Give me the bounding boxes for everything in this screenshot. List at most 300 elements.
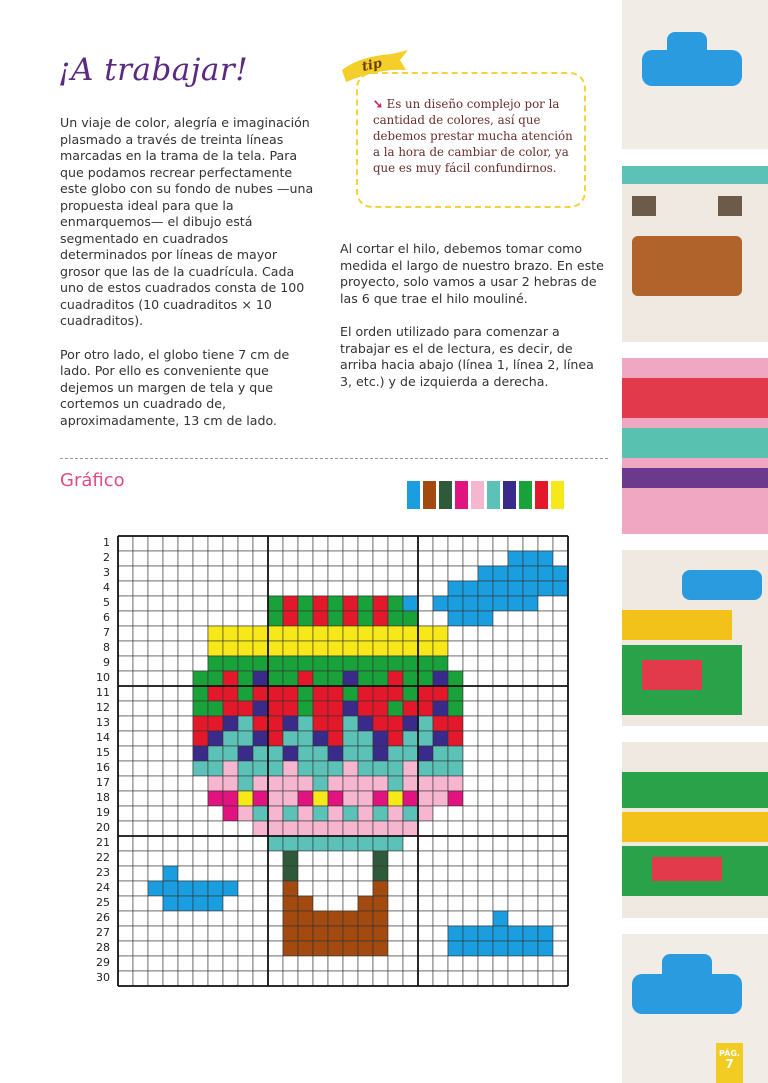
stitch-cell	[418, 596, 433, 611]
stitch-cell	[208, 581, 223, 596]
stitch-cell	[373, 761, 388, 776]
stitch-cell	[193, 746, 208, 761]
stitch-cell	[253, 881, 268, 896]
stitch-cell	[118, 731, 133, 746]
stitch-cell	[238, 641, 253, 656]
stitch-cell	[478, 731, 493, 746]
stitch-cell	[523, 551, 538, 566]
stitch-cell	[118, 611, 133, 626]
stitch-cell	[343, 821, 358, 836]
stitch-cell	[373, 746, 388, 761]
stitch-cell	[193, 686, 208, 701]
stitch-cell	[133, 776, 148, 791]
stitch-cell	[313, 551, 328, 566]
stitch-cell	[178, 896, 193, 911]
stitch-cell	[163, 716, 178, 731]
stitch-cell	[118, 911, 133, 926]
stitch-cell	[523, 971, 538, 986]
stitch-cell	[388, 551, 403, 566]
stitch-cell	[418, 896, 433, 911]
stitch-cell	[328, 536, 343, 551]
stitch-cell	[238, 896, 253, 911]
stitch-cell	[193, 581, 208, 596]
stitch-photo-pattern	[622, 358, 768, 534]
color-swatch	[487, 481, 500, 509]
stitch-cell	[283, 641, 298, 656]
color-swatch	[519, 481, 532, 509]
stitch-cell	[538, 926, 553, 941]
stitch-cell	[478, 716, 493, 731]
stitch-cell	[178, 761, 193, 776]
stitch-cell	[343, 911, 358, 926]
stitch-cell	[493, 761, 508, 776]
stitch-cell	[388, 746, 403, 761]
stitch-cell	[358, 656, 373, 671]
stitch-cell	[538, 971, 553, 986]
stitch-cell	[553, 806, 568, 821]
stitch-cell	[433, 641, 448, 656]
stitch-cell	[208, 956, 223, 971]
stitch-cell	[463, 731, 478, 746]
stitch-cell	[133, 791, 148, 806]
stitch-cell	[343, 701, 358, 716]
stitch-cell	[238, 956, 253, 971]
stitch-cell	[163, 566, 178, 581]
stitch-cell	[118, 926, 133, 941]
stitch-cell	[463, 791, 478, 806]
stitch-cell	[433, 551, 448, 566]
stitch-cell	[223, 701, 238, 716]
stitch-cell	[208, 731, 223, 746]
stitch-cell	[538, 551, 553, 566]
stitch-cell	[178, 641, 193, 656]
stitch-cell	[478, 896, 493, 911]
stitch-cell	[148, 731, 163, 746]
stitch-cell	[148, 956, 163, 971]
stitch-cell	[403, 551, 418, 566]
stitch-cell	[313, 596, 328, 611]
stitch-cell	[118, 551, 133, 566]
row-number: 12	[96, 701, 110, 714]
stitch-cell	[208, 701, 223, 716]
stitch-cell	[553, 791, 568, 806]
stitch-cell	[523, 611, 538, 626]
stitch-cell	[223, 776, 238, 791]
stitch-cell	[448, 881, 463, 896]
row-number: 23	[96, 866, 110, 879]
stitch-cell	[343, 566, 358, 581]
stitch-cell	[223, 821, 238, 836]
stitch-cell	[253, 671, 268, 686]
stitch-cell	[478, 581, 493, 596]
stitch-cell	[208, 596, 223, 611]
stitch-cell	[523, 596, 538, 611]
stitch-cell	[298, 611, 313, 626]
stitch-cell	[508, 776, 523, 791]
stitch-cell	[463, 806, 478, 821]
stitch-cell	[343, 656, 358, 671]
stitch-cell	[508, 926, 523, 941]
stitch-cell	[148, 566, 163, 581]
stitch-cell	[253, 761, 268, 776]
stitch-cell	[253, 851, 268, 866]
stitch-cell	[208, 851, 223, 866]
stitch-cell	[508, 581, 523, 596]
stitch-cell	[268, 671, 283, 686]
stitch-cell	[283, 866, 298, 881]
stitch-cell	[268, 656, 283, 671]
stitch-cell	[133, 881, 148, 896]
stitch-cell	[508, 866, 523, 881]
stitch-cell	[418, 716, 433, 731]
stitch-cell	[463, 851, 478, 866]
stitch-cell	[358, 671, 373, 686]
stitch-cell	[223, 641, 238, 656]
page-title: ¡A trabajar!	[58, 52, 249, 88]
stitch-cell	[118, 641, 133, 656]
stitch-cell	[163, 941, 178, 956]
stitch-cell	[448, 701, 463, 716]
stitch-cell	[148, 701, 163, 716]
stitch-cell	[418, 656, 433, 671]
stitch-cell	[388, 881, 403, 896]
stitch-cell	[523, 731, 538, 746]
stitch-cell	[133, 626, 148, 641]
stitch-cell	[463, 716, 478, 731]
stitch-cell	[388, 791, 403, 806]
stitch-cell	[253, 626, 268, 641]
stitch-cell	[373, 611, 388, 626]
stitch-cell	[553, 656, 568, 671]
stitch-cell	[298, 791, 313, 806]
stitch-cell	[223, 851, 238, 866]
stitch-cell	[448, 761, 463, 776]
stitch-cell	[523, 926, 538, 941]
stitch-cell	[328, 746, 343, 761]
stitch-cell	[133, 566, 148, 581]
stitch-cell	[358, 716, 373, 731]
stitch-cell	[418, 851, 433, 866]
stitch-cell	[193, 626, 208, 641]
stitch-cell	[298, 716, 313, 731]
stitch-cell	[523, 881, 538, 896]
row-number: 8	[103, 641, 110, 654]
stitch-photo-balloon-top	[622, 550, 768, 726]
stitch-cell	[313, 731, 328, 746]
stitch-cell	[163, 551, 178, 566]
stitch-cell	[508, 761, 523, 776]
stitch-cell	[208, 611, 223, 626]
stitch-cell	[523, 686, 538, 701]
stitch-cell	[373, 686, 388, 701]
stitch-cell	[508, 656, 523, 671]
stitch-cell	[493, 611, 508, 626]
stitch-cell	[358, 581, 373, 596]
stitch-cell	[313, 776, 328, 791]
stitch-cell	[268, 941, 283, 956]
stitch-cell	[388, 671, 403, 686]
stitch-cell	[478, 701, 493, 716]
stitch-cell	[373, 866, 388, 881]
stitch-cell	[193, 851, 208, 866]
stitch-cell	[208, 926, 223, 941]
stitch-cell	[193, 881, 208, 896]
stitch-cell	[478, 806, 493, 821]
stitch-cell	[358, 911, 373, 926]
color-swatch	[439, 481, 452, 509]
stitch-cell	[268, 746, 283, 761]
tip-body: Es un diseño complejo por la cantidad de colores, así que debemos prestar mucha atención a la hora de cambiar de color, ya que es muy fácil confundirnos.	[373, 97, 573, 175]
stitch-cell	[193, 866, 208, 881]
stitch-cell	[493, 716, 508, 731]
row-number: 28	[96, 941, 110, 954]
stitch-cell	[523, 956, 538, 971]
stitch-cell	[403, 731, 418, 746]
stitch-cell	[118, 881, 133, 896]
stitch-cell	[553, 551, 568, 566]
stitch-cell	[403, 821, 418, 836]
stitch-cell	[313, 626, 328, 641]
stitch-cell	[253, 776, 268, 791]
stitch-cell	[433, 671, 448, 686]
stitch-cell	[523, 656, 538, 671]
stitch-cell	[433, 881, 448, 896]
stitch-cell	[283, 626, 298, 641]
stitch-cell	[328, 836, 343, 851]
stitch-cell	[343, 806, 358, 821]
stitch-cell	[283, 776, 298, 791]
stitch-cell	[493, 806, 508, 821]
stitch-cell	[283, 836, 298, 851]
stitch-cell	[523, 671, 538, 686]
stitch-cell	[403, 806, 418, 821]
stitch-cell	[298, 881, 313, 896]
stitch-cell	[433, 716, 448, 731]
stitch-cell	[133, 611, 148, 626]
stitch-cell	[133, 671, 148, 686]
stitch-cell	[268, 776, 283, 791]
stitch-cell	[133, 971, 148, 986]
instructions-paragraph: Al cortar el hilo, debemos tomar como medida el largo de nuestro brazo. En este proyecto, solo vamos a usar 2 hebras de las 6 que trae el hilo mouliné.	[340, 241, 604, 306]
stitch-cell	[223, 941, 238, 956]
stitch-cell	[118, 746, 133, 761]
stitch-cell	[463, 566, 478, 581]
stitch-cell	[343, 731, 358, 746]
stitch-cell	[133, 581, 148, 596]
stitch-cell	[238, 611, 253, 626]
stitch-cell	[238, 926, 253, 941]
stitch-cell	[493, 686, 508, 701]
stitch-cell	[253, 821, 268, 836]
stitch-cell	[493, 776, 508, 791]
stitch-cell	[253, 971, 268, 986]
stitch-cell	[418, 941, 433, 956]
stitch-cell	[178, 656, 193, 671]
stitch-cell	[433, 581, 448, 596]
stitch-cell	[553, 536, 568, 551]
stitch-cell	[373, 716, 388, 731]
stitch-cell	[373, 641, 388, 656]
stitch-cell	[523, 701, 538, 716]
stitch-cell	[388, 701, 403, 716]
stitch-cell	[253, 536, 268, 551]
stitch-cell	[118, 626, 133, 641]
stitch-cell	[268, 686, 283, 701]
stitch-cell	[433, 791, 448, 806]
stitch-cell	[118, 791, 133, 806]
stitch-cell	[163, 866, 178, 881]
stitch-cell	[313, 671, 328, 686]
stitch-cell	[148, 971, 163, 986]
stitch-cell	[343, 851, 358, 866]
stitch-cell	[178, 791, 193, 806]
stitch-cell	[223, 761, 238, 776]
stitch-cell	[328, 611, 343, 626]
stitch-cell	[478, 881, 493, 896]
stitch-cell	[328, 821, 343, 836]
stitch-cell	[148, 611, 163, 626]
stitch-cell	[553, 836, 568, 851]
stitch-cell	[448, 851, 463, 866]
stitch-cell	[223, 596, 238, 611]
stitch-cell	[283, 791, 298, 806]
stitch-cell	[133, 821, 148, 836]
stitch-cell	[238, 701, 253, 716]
stitch-cell	[493, 746, 508, 761]
stitch-cell	[268, 761, 283, 776]
stitch-cell	[193, 671, 208, 686]
stitch-cell	[448, 806, 463, 821]
stitch-cell	[163, 776, 178, 791]
stitch-cell	[328, 596, 343, 611]
stitch-cell	[283, 851, 298, 866]
stitch-cell	[148, 716, 163, 731]
stitch-cell	[328, 941, 343, 956]
stitch-cell	[253, 896, 268, 911]
stitch-cell	[478, 536, 493, 551]
stitch-cell	[463, 776, 478, 791]
stitch-cell	[223, 791, 238, 806]
stitch-cell	[178, 971, 193, 986]
stitch-cell	[448, 791, 463, 806]
stitch-cell	[268, 866, 283, 881]
stitch-cell	[553, 761, 568, 776]
stitch-photo-basket	[622, 166, 768, 342]
stitch-cell	[343, 941, 358, 956]
stitch-cell	[553, 731, 568, 746]
stitch-cell	[388, 536, 403, 551]
stitch-cell	[463, 896, 478, 911]
stitch-cell	[253, 956, 268, 971]
stitch-cell	[538, 956, 553, 971]
stitch-cell	[418, 791, 433, 806]
stitch-cell	[358, 611, 373, 626]
stitch-cell	[508, 551, 523, 566]
stitch-cell	[403, 626, 418, 641]
stitch-cell	[463, 656, 478, 671]
stitch-cell	[253, 791, 268, 806]
stitch-cell	[118, 956, 133, 971]
stitch-cell	[508, 611, 523, 626]
stitch-cell	[223, 716, 238, 731]
stitch-cell	[523, 851, 538, 866]
stitch-cell	[538, 836, 553, 851]
stitch-cell	[448, 731, 463, 746]
stitch-cell	[313, 911, 328, 926]
stitch-cell	[178, 686, 193, 701]
stitch-cell	[418, 926, 433, 941]
stitch-cell	[208, 866, 223, 881]
stitch-cell	[163, 821, 178, 836]
stitch-cell	[283, 956, 298, 971]
stitch-cell	[193, 611, 208, 626]
stitch-cell	[298, 746, 313, 761]
stitch-cell	[163, 791, 178, 806]
stitch-cell	[253, 611, 268, 626]
stitch-cell	[328, 926, 343, 941]
stitch-cell	[448, 716, 463, 731]
stitch-cell	[373, 851, 388, 866]
stitch-cell	[508, 836, 523, 851]
stitch-cell	[298, 821, 313, 836]
stitch-cell	[313, 941, 328, 956]
stitch-cell	[358, 686, 373, 701]
stitch-cell	[208, 686, 223, 701]
stitch-cell	[538, 626, 553, 641]
stitch-cell	[463, 686, 478, 701]
stitch-cell	[463, 926, 478, 941]
stitch-cell	[403, 941, 418, 956]
stitch-cell	[178, 926, 193, 941]
stitch-cell	[313, 821, 328, 836]
stitch-cell	[433, 596, 448, 611]
stitch-cell	[508, 956, 523, 971]
stitch-cell	[193, 806, 208, 821]
stitch-cell	[538, 881, 553, 896]
stitch-cell	[463, 971, 478, 986]
stitch-cell	[268, 821, 283, 836]
row-number: 1	[103, 536, 110, 549]
stitch-cell	[358, 626, 373, 641]
stitch-cell	[493, 551, 508, 566]
stitch-cell	[343, 866, 358, 881]
stitch-cell	[118, 596, 133, 611]
stitch-cell	[223, 611, 238, 626]
stitch-cell	[493, 821, 508, 836]
stitch-cell	[418, 611, 433, 626]
stitch-cell	[193, 536, 208, 551]
stitch-cell	[298, 926, 313, 941]
stitch-cell	[493, 731, 508, 746]
row-number: 27	[96, 926, 110, 939]
row-number: 4	[103, 581, 110, 594]
stitch-cell	[358, 821, 373, 836]
stitch-cell	[448, 551, 463, 566]
stitch-cell	[193, 566, 208, 581]
stitch-cell	[268, 581, 283, 596]
stitch-cell	[523, 911, 538, 926]
stitch-cell	[163, 836, 178, 851]
color-swatch	[423, 481, 436, 509]
stitch-cell	[328, 956, 343, 971]
stitch-cell	[553, 911, 568, 926]
stitch-cell	[208, 806, 223, 821]
stitch-cell	[373, 941, 388, 956]
stitch-cell	[538, 776, 553, 791]
stitch-cell	[253, 836, 268, 851]
stitch-cell	[253, 866, 268, 881]
stitch-cell	[508, 686, 523, 701]
